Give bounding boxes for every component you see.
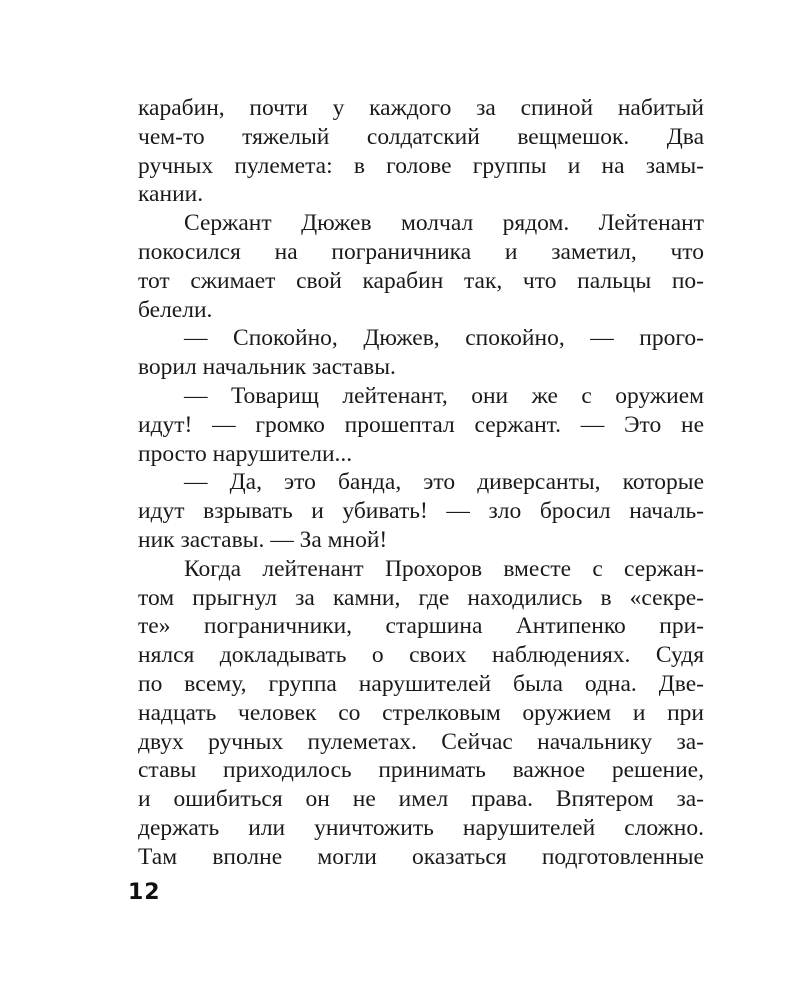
text-line: кании. (138, 181, 204, 208)
text-line: надцать человек со стрелковым оружием и при (138, 699, 704, 726)
text-line: те» пограничники, старшина Антипенко при- (138, 613, 704, 640)
text-line: Сержант Дюжев молчал рядом. Лейтенант (184, 210, 704, 237)
text-line: тот сжимает свой карабин так, что пальцы по- (138, 267, 704, 294)
text-line: Когда лейтенант Прохоров вместе с сержан- (184, 555, 704, 582)
text-line: — Да, это банда, это диверсанты, которые (184, 469, 704, 496)
text-line: том прыгнул за камни, где находились в «секре- (138, 584, 704, 611)
text-line: карабин, почти у каждого за спиной набитый (138, 95, 704, 121)
text-line: по всему, группа нарушителей была одна. Две- (138, 670, 704, 697)
page-number: 12 (128, 880, 161, 905)
text-line: — Спокойно, Дюжев, спокойно, — прого- (184, 325, 704, 352)
text-line: Там вполне могли оказаться подготовленные (138, 843, 704, 870)
text-line: и ошибиться он не имел права. Впятером за- (138, 786, 704, 813)
text-line: идут! — громко прошептал сержант. — Это не (138, 411, 704, 438)
body-text (138, 94, 704, 872)
text-line: белели. (138, 296, 213, 323)
text-line: держать или уничтожить нарушителей сложно. (138, 814, 704, 841)
text-line: чем-то тяжелый солдатский вещмешок. Два (138, 123, 704, 150)
text-line: ставы приходилось принимать важное решение, (138, 757, 704, 784)
text-line: нялся докладывать о своих наблюдениях. Судя (138, 642, 704, 669)
text-line: ручных пулемета: в голове группы и на замы- (138, 152, 704, 179)
text-line: покосился на пограничника и заметил, что (138, 238, 704, 265)
text-line: двух ручных пулеметах. Сейчас начальнику за- (138, 728, 704, 755)
text-line: ворил начальник заставы. (138, 354, 396, 381)
text-line: просто нарушители... (138, 440, 353, 467)
text-line: идут взрывать и убивать! — зло бросил началь- (138, 498, 704, 525)
text-line: — Товарищ лейтенант, они же с оружием (184, 382, 704, 409)
text-line: ник заставы. — За мной! (138, 526, 388, 553)
